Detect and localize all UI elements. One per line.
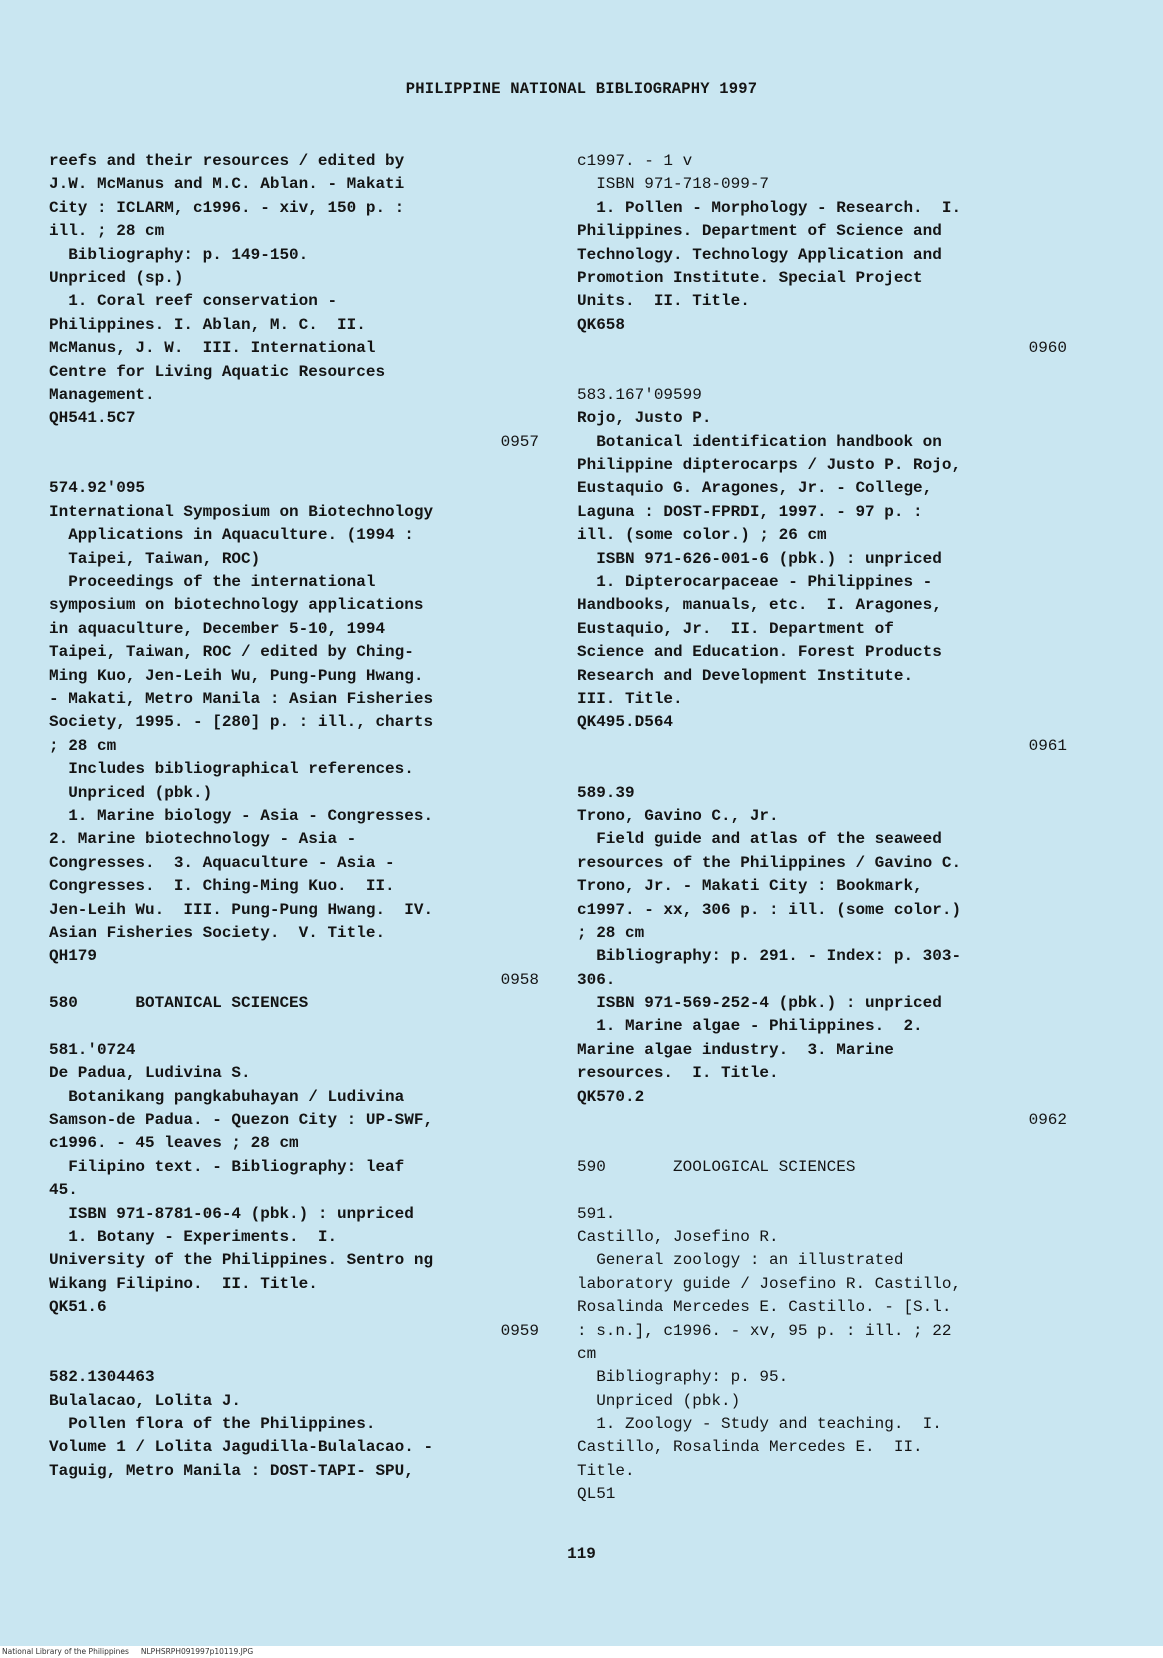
text-line: 1. Marine biology - Asia - Congresses. <box>49 806 434 825</box>
text-line: Bulalacao, Lolita J. <box>49 1391 242 1410</box>
text-line: Congresses. 3. Aquaculture - Asia - <box>49 853 395 872</box>
text-line: Science and Education. Forest Products <box>577 643 942 662</box>
line-gap <box>577 1132 1067 1155</box>
line-gap <box>577 361 1067 384</box>
text-line: 581.'0724 <box>49 1040 136 1059</box>
text-line: Philippines. Department of Science and <box>577 222 942 241</box>
text-line: resources. I. Title. <box>577 1064 779 1083</box>
text-line: reefs and their resources / edited by <box>49 152 405 170</box>
text-line: c1997. - xx, 306 p. : ill. (some color.) <box>577 900 962 919</box>
text-line: Laguna : DOST-FPRDI, 1997. - 97 p. : <box>577 502 923 521</box>
text-line: Unpriced (sp.) <box>49 268 184 287</box>
text-line: Eustaquio G. Aragones, Jr. - College, <box>577 479 933 498</box>
text-line: Research and Development Institute. <box>577 666 914 685</box>
text-line: Units. II. Title. <box>577 292 750 311</box>
text-line: Handbooks, manuals, etc. I. Aragones, <box>577 596 942 615</box>
text-line: QH179 <box>49 947 98 966</box>
text-line: Trono, Gavino C., Jr. <box>577 806 779 825</box>
text-line: ISBN 971-569-252-4 (pbk.) : unpriced <box>577 994 942 1013</box>
text-line: Filipino text. - Bibliography: leaf <box>49 1157 405 1176</box>
text-line: 306. <box>577 970 616 989</box>
text-line: in aquaculture, December 5-10, 1994 <box>49 619 386 638</box>
text-line: ISBN 971-626-001-6 (pbk.) : unpriced <box>577 549 942 568</box>
text-line: 583.167'09599 <box>577 385 702 404</box>
text-line: Castillo, Rosalinda Mercedes E. II. <box>577 1438 923 1457</box>
text-line: Taipei, Taiwan, ROC / edited by Ching- <box>49 643 414 662</box>
text-line: ISBN 971-718-099-7 <box>577 175 770 194</box>
text-line: 45. <box>49 1181 78 1200</box>
text-line: Castillo, Josefino R. <box>577 1227 779 1246</box>
text-line: Promotion Institute. Special Project <box>577 268 923 287</box>
text-line: Management. <box>49 385 155 404</box>
text-line: ; 28 cm <box>577 923 645 942</box>
text-line: Ming Kuo, Jen-Leih Wu, Pung-Pung Hwang. <box>49 666 424 685</box>
line-gap <box>577 758 1067 781</box>
text-line: City : ICLARM, c1996. - xiv, 150 p. : <box>49 198 405 217</box>
text-line: - Makati, Metro Manila : Asian Fisheries <box>49 689 434 708</box>
text-line: cm <box>577 1344 597 1363</box>
text-line: Wikang Filipino. II. Title. <box>49 1274 318 1293</box>
text-line: 1. Coral reef conservation - <box>49 292 338 311</box>
text-line: General zoology : an illustrated <box>577 1251 904 1270</box>
text-line: Taguig, Metro Manila : DOST-TAPI- SPU, <box>49 1461 414 1480</box>
text-line: QK570.2 <box>577 1087 645 1106</box>
text-line: Proceedings of the international <box>49 573 376 592</box>
text-line: International Symposium on Biotechnology <box>49 502 434 521</box>
text-line: c1996. - 45 leaves ; 28 cm <box>49 1134 299 1153</box>
line-gap <box>49 454 539 477</box>
scan-footer: National Library of the Philippines NLPHSRPH091997p10119.JPG <box>0 1646 1163 1658</box>
text-line: laboratory guide / Josefino R. Castillo, <box>577 1274 962 1293</box>
text-line: Volume 1 / Lolita Jagudilla-Bulalacao. - <box>49 1438 434 1457</box>
text-line: ISBN 971-8781-06-4 (pbk.) : unpriced <box>49 1204 414 1223</box>
text-line: Field guide and atlas of the seaweed <box>577 830 942 849</box>
text-line: : s.n.], c1996. - xv, 95 p. : ill. ; 22 <box>577 1321 952 1340</box>
text-line: 1. Zoology - Study and teaching. I. <box>577 1415 942 1434</box>
text-line: Centre for Living Aquatic Resources <box>49 362 386 381</box>
text-line: Marine algae industry. 3. Marine <box>577 1040 894 1059</box>
text-line: 1. Marine algae - Philippines. 2. <box>577 1017 923 1036</box>
text-line: 591. <box>577 1204 616 1223</box>
text-line: Taipei, Taiwan, ROC) <box>49 549 261 568</box>
text-line: Pollen flora of the Philippines. <box>49 1415 376 1434</box>
text-line: De Padua, Ludivina S. <box>49 1064 251 1083</box>
text-line: ill. (some color.) ; 26 cm <box>577 526 827 545</box>
text-line: Congresses. I. Ching-Ming Kuo. II. <box>49 877 395 896</box>
text-line: 2. Marine biotechnology - Asia - <box>49 830 357 849</box>
text-line: Title. <box>577 1461 635 1480</box>
line-gap <box>577 1179 1067 1202</box>
text-line: Asian Fisheries Society. V. Title. <box>49 923 386 942</box>
entry-number: 0958 <box>500 970 539 989</box>
text-line: 1. Pollen - Morphology - Research. I. <box>577 198 962 217</box>
text-line: Unpriced (pbk.) <box>577 1391 741 1410</box>
text-line: QL51 <box>577 1485 616 1504</box>
text-line: QK658 <box>577 315 626 334</box>
text-line: ; 28 cm <box>49 736 117 755</box>
text-line: Botanical identification handbook on <box>577 432 942 451</box>
text-line: Philippines. I. Ablan, M. C. II. <box>49 315 366 334</box>
left-column <box>49 150 539 1483</box>
text-line: Eustaquio, Jr. II. Department of <box>577 619 894 638</box>
text-line: QK51.6 <box>49 1298 107 1317</box>
entry-number: 0959 <box>500 1321 539 1340</box>
text-line: Applications in Aquaculture. (1994 : <box>49 526 414 545</box>
text-line: Samson-de Padua. - Quezon City : UP-SWF, <box>49 1111 434 1130</box>
text-line: Society, 1995. - [280] p. : ill., charts <box>49 713 434 732</box>
text-line: c1997. - 1 v <box>577 152 693 170</box>
text-line: Jen-Leih Wu. III. Pung-Pung Hwang. IV. <box>49 900 434 919</box>
text-line: Rosalinda Mercedes E. Castillo. - [S.l. <box>577 1298 952 1317</box>
line-gap <box>49 1343 539 1366</box>
page-header: PHILIPPINE NATIONAL BIBLIOGRAPHY 1997 <box>405 80 758 98</box>
text-line: University of the Philippines. Sentro ng <box>49 1251 434 1270</box>
text-line: QK495.D564 <box>577 713 674 732</box>
text-line: 582.1304463 <box>49 1368 155 1387</box>
text-line: 580 BOTANICAL SCIENCES <box>49 994 309 1013</box>
text-line: 1. Dipterocarpaceae - Philippines - <box>577 573 933 592</box>
text-line: Bibliography: p. 291. - Index: p. 303- <box>577 947 962 966</box>
entry-number: 0962 <box>1028 1111 1067 1130</box>
text-line: symposium on biotechnology applications <box>49 596 424 615</box>
text-line: ill. ; 28 cm <box>49 222 165 241</box>
entry-number: 0960 <box>1028 339 1067 358</box>
text-line: 1. Botany - Experiments. I. <box>49 1227 338 1246</box>
text-line: J.W. McManus and M.C. Ablan. - Makati <box>49 175 405 194</box>
entry-number: 0957 <box>500 432 539 451</box>
entry-number: 0961 <box>1028 736 1067 755</box>
text-line: Botanikang pangkabuhayan / Ludivina <box>49 1087 405 1106</box>
text-line: resources of the Philippines / Gavino C. <box>577 853 962 872</box>
text-line: III. Title. <box>577 689 683 708</box>
text-line: Philippine dipterocarps / Justo P. Rojo, <box>577 456 962 475</box>
text-line: 590 ZOOLOGICAL SCIENCES <box>577 1157 856 1176</box>
text-line: 589.39 <box>577 783 635 802</box>
text-line: Includes bibliographical references. <box>49 760 414 779</box>
right-column <box>577 150 1067 1507</box>
text-line: Unpriced (pbk.) <box>49 783 213 802</box>
text-line: Trono, Jr. - Makati City : Bookmark, <box>577 877 923 896</box>
text-line: Bibliography: p. 149-150. <box>49 245 309 264</box>
text-line: 574.92'095 <box>49 479 146 498</box>
line-gap <box>49 1015 539 1038</box>
text-line: QH541.5C7 <box>49 409 136 428</box>
page-number: 119 <box>567 1545 596 1563</box>
text-line: Rojo, Justo P. <box>577 409 712 428</box>
text-line: McManus, J. W. III. International <box>49 339 376 358</box>
text-line: Technology. Technology Application and <box>577 245 942 264</box>
text-line: Bibliography: p. 95. <box>577 1368 789 1387</box>
